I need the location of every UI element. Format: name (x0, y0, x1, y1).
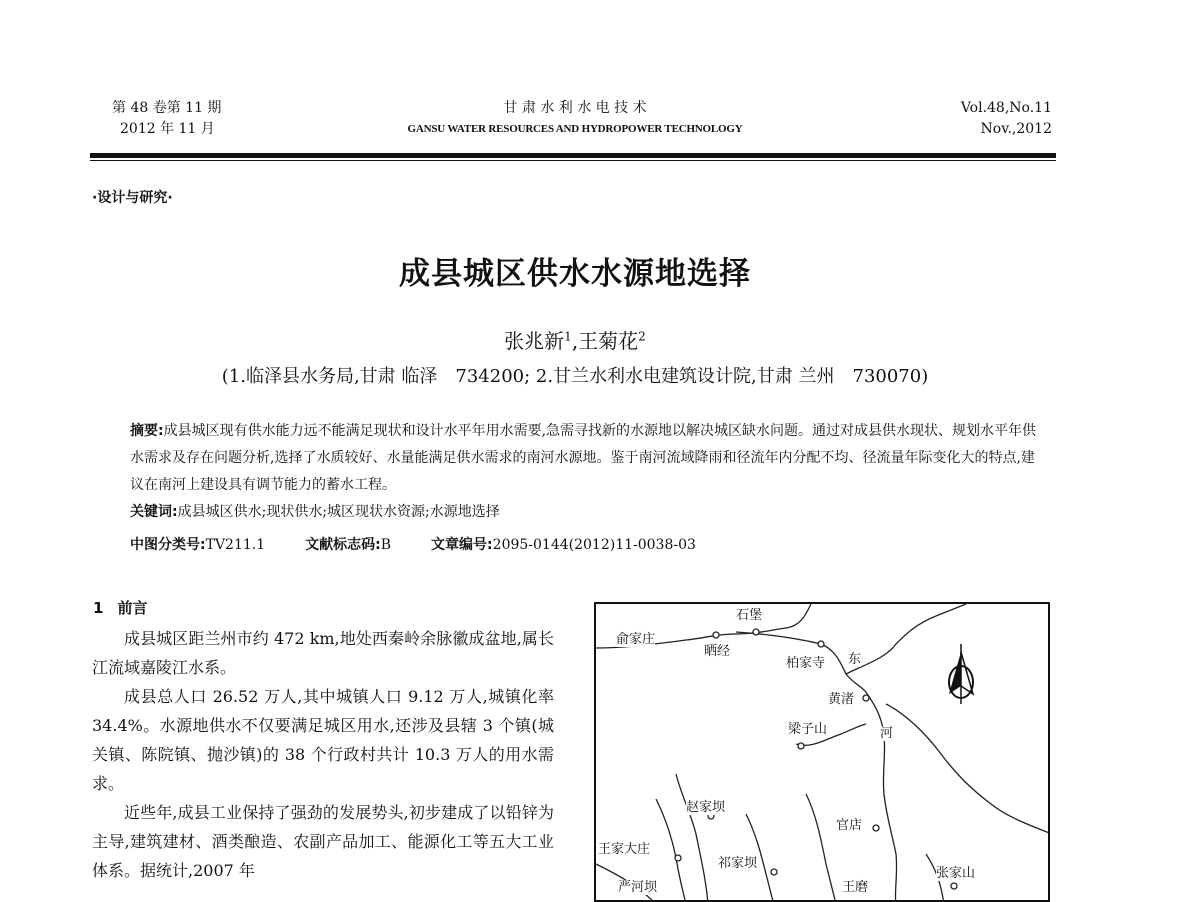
author-1: 张兆新 (504, 329, 565, 353)
town-huangzhu (863, 695, 869, 701)
map-label-wangjiadazhuang: 王家大庄 (598, 842, 651, 857)
paragraph-1: 成县城区距兰州市约 472 km,地处西秦岭余脉徽成盆地,属长江流域嘉陵江水系。 (92, 629, 554, 677)
map-label-he: 河 (880, 726, 894, 741)
map-label-qijiaba: 祁家坝 (718, 856, 758, 871)
town-liangzishan (798, 743, 804, 749)
map-label-guandian: 官店 (836, 818, 863, 833)
river-east-main (736, 632, 897, 902)
map-label-shaijing: 晒经 (704, 644, 731, 659)
author-2: 王菊花 (578, 329, 639, 353)
volume-cn: 第 48 卷第 11 期 (112, 100, 222, 116)
abstract-block (130, 418, 1040, 526)
paper-title: 成县城区供水水源地选择 (399, 256, 751, 292)
town-baijiasi (818, 641, 824, 647)
north-arrow-icon (949, 644, 973, 704)
map-label-liangzishan: 梁子山 (788, 722, 828, 737)
keywords (130, 499, 1040, 526)
article-no-value: 2095-0144(2012)11-0038-03 (492, 537, 696, 553)
town-shibao (753, 629, 759, 635)
map-drawing (596, 604, 1050, 902)
section-heading (93, 597, 147, 618)
body-text (92, 624, 554, 885)
town-zhangjiashan (951, 883, 957, 889)
paragraph-2: 成县总人口 26.52 万人,其中城镇人口 9.12 万人,城镇化率 34.4%。水源地供水不仅要满足城区用水,还涉及县辖 3 个镇(城关镇、陈院镇、抛沙镇)的 38 个行政村共计 10.3 万人的用水需求。 (92, 687, 554, 793)
journal-title-cn: 甘 肃 水 利 水 电 技 术 (503, 100, 647, 116)
author-separator: , (571, 329, 579, 353)
header-right (961, 98, 1052, 140)
map-label-yujiazhuang: 俞家庄 (616, 632, 656, 647)
map-label-baijiasi: 柏家寺 (786, 656, 826, 671)
authors (0, 325, 1150, 354)
header-rule-thin (90, 160, 1056, 161)
map-label-wangmo: 王磨 (842, 880, 869, 895)
classification-row (130, 532, 696, 559)
keywords-text: 成县城区供水;现状供水;城区现状水资源;水源地选择 (177, 504, 500, 520)
abstract-label: 摘要: (130, 423, 164, 439)
town-qijiaba (771, 869, 777, 875)
author-2-sup: 2 (638, 329, 646, 344)
header-rule-thick (90, 153, 1056, 158)
section-title: 前言 (117, 599, 148, 617)
river-east-branch (846, 604, 966, 674)
journal-title-en: GANSU WATER RESOURCES AND HYDROPOWER TECHNOLOGY (407, 123, 743, 135)
river-left-2 (656, 799, 686, 902)
map-label-zhaojiaba: 赵家坝 (686, 800, 726, 815)
clc-value: TV211.1 (205, 537, 266, 553)
affiliation: (1.临泽县水务局,甘肃 临泽 734200; 2.甘兰水利水电建筑设计院,甘肃 兰州 730070) (221, 366, 929, 387)
section-number: 1 (93, 599, 104, 617)
map-label-dong: 东 (848, 652, 862, 667)
date-cn: 2012 年 11 月 (120, 121, 215, 137)
map-label-zhangjiashan: 张家山 (936, 866, 976, 881)
town-guandian (873, 825, 879, 831)
map-label-shibao: 石堡 (736, 608, 763, 623)
map-label-yanheba: 严河坝 (618, 880, 658, 895)
article-no-label: 文章编号: (431, 537, 493, 553)
town-yujiazhuang (713, 632, 719, 638)
keywords-label: 关键词: (130, 504, 178, 520)
paragraph-3: 近些年,成县工业保持了强劲的发展势头,初步建成了以铅锌为主导,建筑建材、酒类酿造、农副产品加工、能源化工等五大工业体系。据统计,2007 年 (92, 803, 554, 880)
doc-code-value: B (380, 537, 392, 553)
clc-label: 中图分类号: (130, 537, 206, 553)
date-en: Nov.,2012 (980, 121, 1052, 137)
map-label-huangzhu: 黄渚 (828, 692, 855, 707)
location-map (594, 602, 1050, 902)
author-1-sup: 1 (564, 329, 572, 344)
section-tag: ·设计与研究· (92, 190, 173, 206)
doc-code-label: 文献标志码: (305, 537, 381, 553)
volume-en: Vol.48,No.11 (960, 100, 1052, 116)
town-wangjiadazhuang (675, 855, 681, 861)
river-mid (886, 704, 1050, 834)
abstract-text: 成县城区现有供水能力远不能满足现状和设计水平年用水需要,急需寻找新的水源地以解决城区缺水问题。通过对成县供水现状、规划水平年供水需求及存在问题分析,选择了水质较好、水量能满足供水需求的南河水源地。鉴于南河流域降雨和径流年内分配不均、径流量年际变化大的特点,建议在南河上建设具有调节能力的蓄水工程。 (130, 423, 1037, 493)
abstract (130, 418, 1040, 499)
header-center (370, 98, 780, 140)
river-center-2 (806, 794, 836, 902)
header-left (112, 98, 221, 140)
